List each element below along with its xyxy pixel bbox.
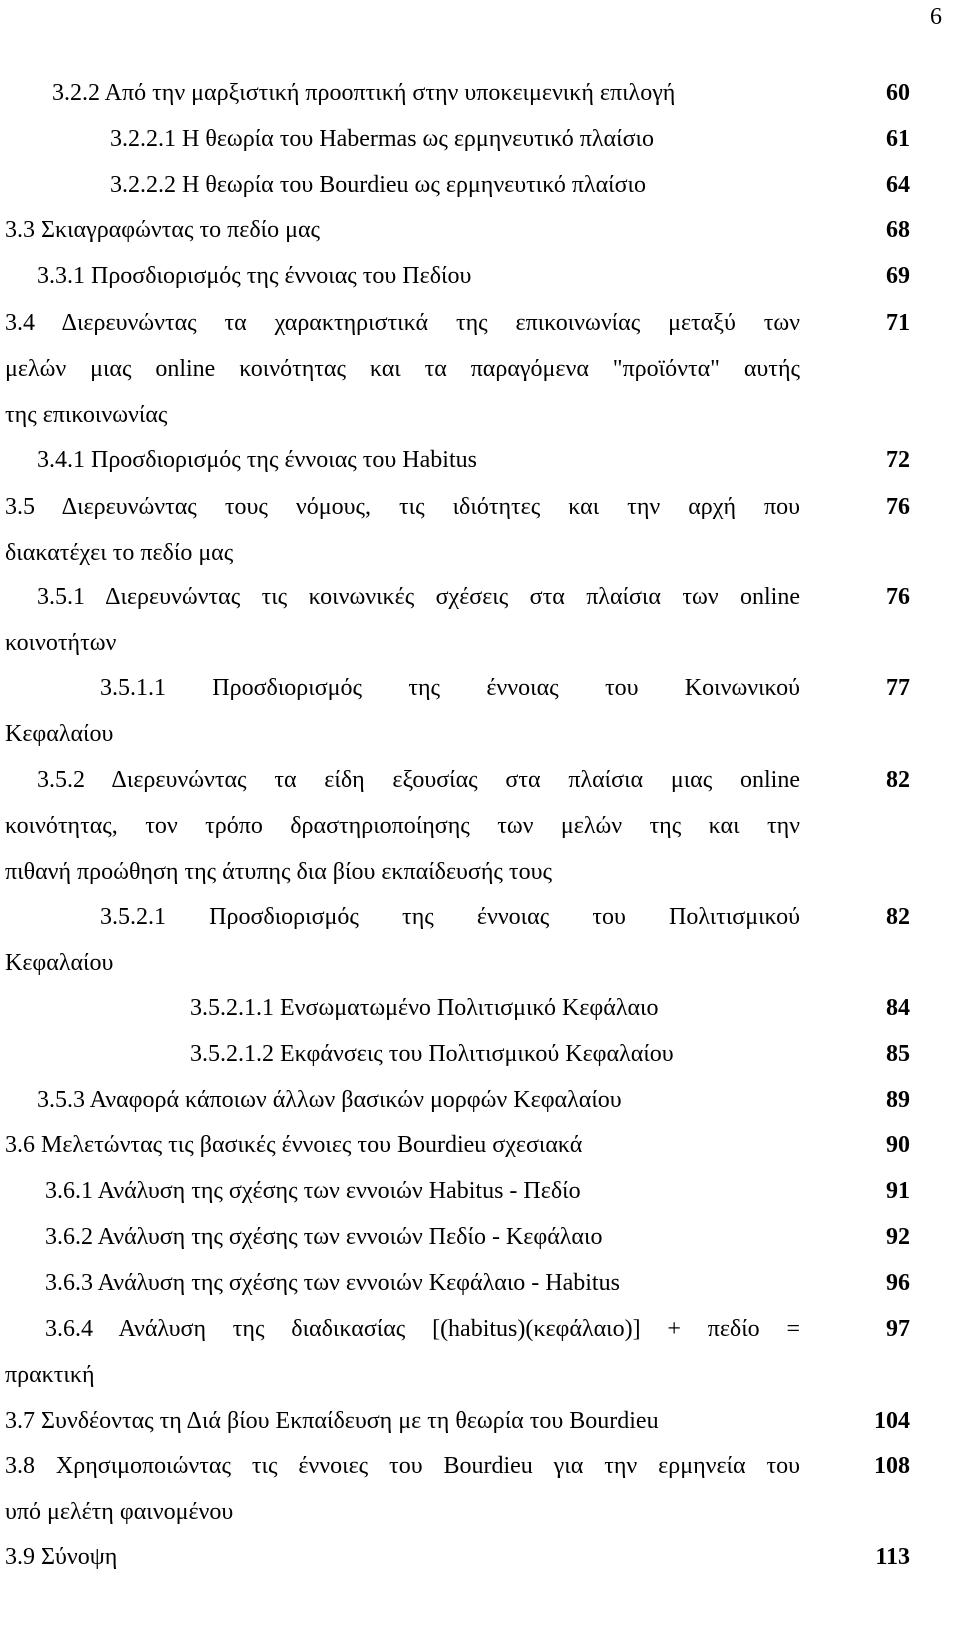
toc-entry-page: 90 — [886, 1132, 910, 1158]
toc-entry-title: πρακτική — [5, 1362, 95, 1388]
toc-entry-title: 3.5.2.1.2 Εκφάνσεις του Πολιτισμικού Κεφαλαίου — [190, 1041, 674, 1067]
toc-entry-page: 85 — [886, 1041, 910, 1067]
toc-entry-page: 113 — [875, 1544, 910, 1570]
toc-entry-page: 96 — [886, 1270, 910, 1296]
toc-entry-title: 3.5.2 Διερευνώντας τα είδη εξουσίας στα πλαίσια μιας online — [37, 767, 800, 793]
toc-entry-title: 3.5.1.1 Προσδιορισμός της έννοιας του Κοινωνικού — [100, 675, 800, 701]
toc-entry-page: 61 — [886, 126, 910, 152]
toc-entry-title: διακατέχει το πεδίο μας — [5, 540, 234, 566]
toc-entry-title: 3.5.1 Διερευνώντας τις κοινωνικές σχέσεις στα πλαίσια των online — [37, 584, 800, 610]
toc-entry-title: της επικοινωνίας — [5, 402, 168, 428]
toc-entry-page: 82 — [886, 767, 910, 793]
toc-entry-page: 68 — [886, 217, 910, 243]
toc-entry-title: κοινότητας, τον τρόπο δραστηριοποίησης των μελών της και την — [5, 813, 800, 839]
toc-entry-page: 76 — [886, 584, 910, 610]
toc-entry-title: 3.9 Σύνοψη — [5, 1544, 118, 1570]
toc-entry-title: 3.2.2 Από την μαρξιστική προοπτική στην υποκειμενική επιλογή — [52, 80, 676, 106]
toc-entry-title: κοινοτήτων — [5, 630, 117, 656]
toc-entry-page: 60 — [886, 80, 910, 106]
toc-entry-page: 92 — [886, 1224, 910, 1250]
toc-entry-title: υπό μελέτη φαινομένου — [5, 1499, 234, 1525]
toc-entry-page: 91 — [886, 1178, 910, 1204]
toc-entry-title: 3.8 Χρησιμοποιώντας τις έννοιες του Bourdieu για την ερμηνεία του — [5, 1453, 800, 1479]
toc-entry-page: 84 — [886, 995, 910, 1021]
toc-entry-title: 3.6.4 Ανάλυση της διαδικασίας [(habitus)(κεφάλαιο)] + πεδίο = — [45, 1316, 800, 1342]
toc-entry-page: 77 — [886, 675, 910, 701]
toc-entry-page: 97 — [886, 1316, 910, 1342]
toc-entry-title: 3.6.1 Ανάλυση της σχέσης των εννοιών Habitus - Πεδίο — [45, 1178, 581, 1204]
toc-entry-title: 3.2.2.1 Η θεωρία του Habermas ως ερμηνευτικό πλαίσιο — [110, 126, 654, 152]
toc-entry-title: 3.5.2.1.1 Ενσωματωμένο Πολιτισμικό Κεφάλαιο — [190, 995, 659, 1021]
toc-entry-page: 104 — [874, 1408, 910, 1434]
toc-entry-page: 72 — [886, 447, 910, 473]
toc-entry-title: 3.2.2.2 Η θεωρία του Bourdieu ως ερμηνευτικό πλαίσιο — [110, 172, 646, 198]
toc-entry-page: 64 — [886, 172, 910, 198]
toc-entry-title: μελών μιας online κοινότητας και τα παραγόμενα "προϊόντα" αυτής — [5, 356, 800, 382]
toc-entry-page: 108 — [874, 1453, 910, 1479]
toc-entry-title: Κεφαλαίου — [5, 721, 114, 747]
toc-entry-title: 3.6.2 Ανάλυση της σχέσης των εννοιών Πεδίο - Κεφάλαιο — [45, 1224, 603, 1250]
toc-entry-title: 3.6 Μελετώντας τις βασικές έννοιες του Bourdieu σχεσιακά — [5, 1132, 583, 1158]
toc-entry-page: 71 — [886, 310, 910, 336]
toc-entry-title: πιθανή προώθηση της άτυπης δια βίου εκπαίδευσής τους — [5, 859, 552, 885]
page-number: 6 — [930, 4, 942, 30]
toc-entry-page: 76 — [886, 494, 910, 520]
toc-entry-title: 3.5.2.1 Προσδιορισμός της έννοιας του Πολιτισμικού — [100, 904, 800, 930]
toc-entry-title: 3.4 Διερευνώντας τα χαρακτηριστικά της επικοινωνίας μεταξύ των — [5, 310, 800, 336]
toc-entry-page: 89 — [886, 1087, 910, 1113]
toc-entry-title: 3.5 Διερευνώντας τους νόμους, τις ιδιότητες και την αρχή που — [5, 494, 800, 520]
toc-entry-title: 3.4.1 Προσδιορισμός της έννοιας του Habitus — [37, 447, 477, 473]
toc-entry-title: 3.5.3 Αναφορά κάποιων άλλων βασικών μορφών Κεφαλαίου — [37, 1087, 622, 1113]
toc-entry-title: Κεφαλαίου — [5, 950, 114, 976]
toc-entry-page: 82 — [886, 904, 910, 930]
toc-entry-title: 3.7 Συνδέοντας τη Διά βίου Εκπαίδευση με τη θεωρία του Bourdieu — [5, 1408, 659, 1434]
toc-entry-page: 69 — [886, 263, 910, 289]
toc-entry-title: 3.6.3 Ανάλυση της σχέσης των εννοιών Κεφάλαιο - Habitus — [45, 1270, 620, 1296]
toc-entry-title: 3.3.1 Προσδιορισμός της έννοιας του Πεδίου — [37, 263, 472, 289]
toc-entry-title: 3.3 Σκιαγραφώντας το πεδίο μας — [5, 217, 321, 243]
